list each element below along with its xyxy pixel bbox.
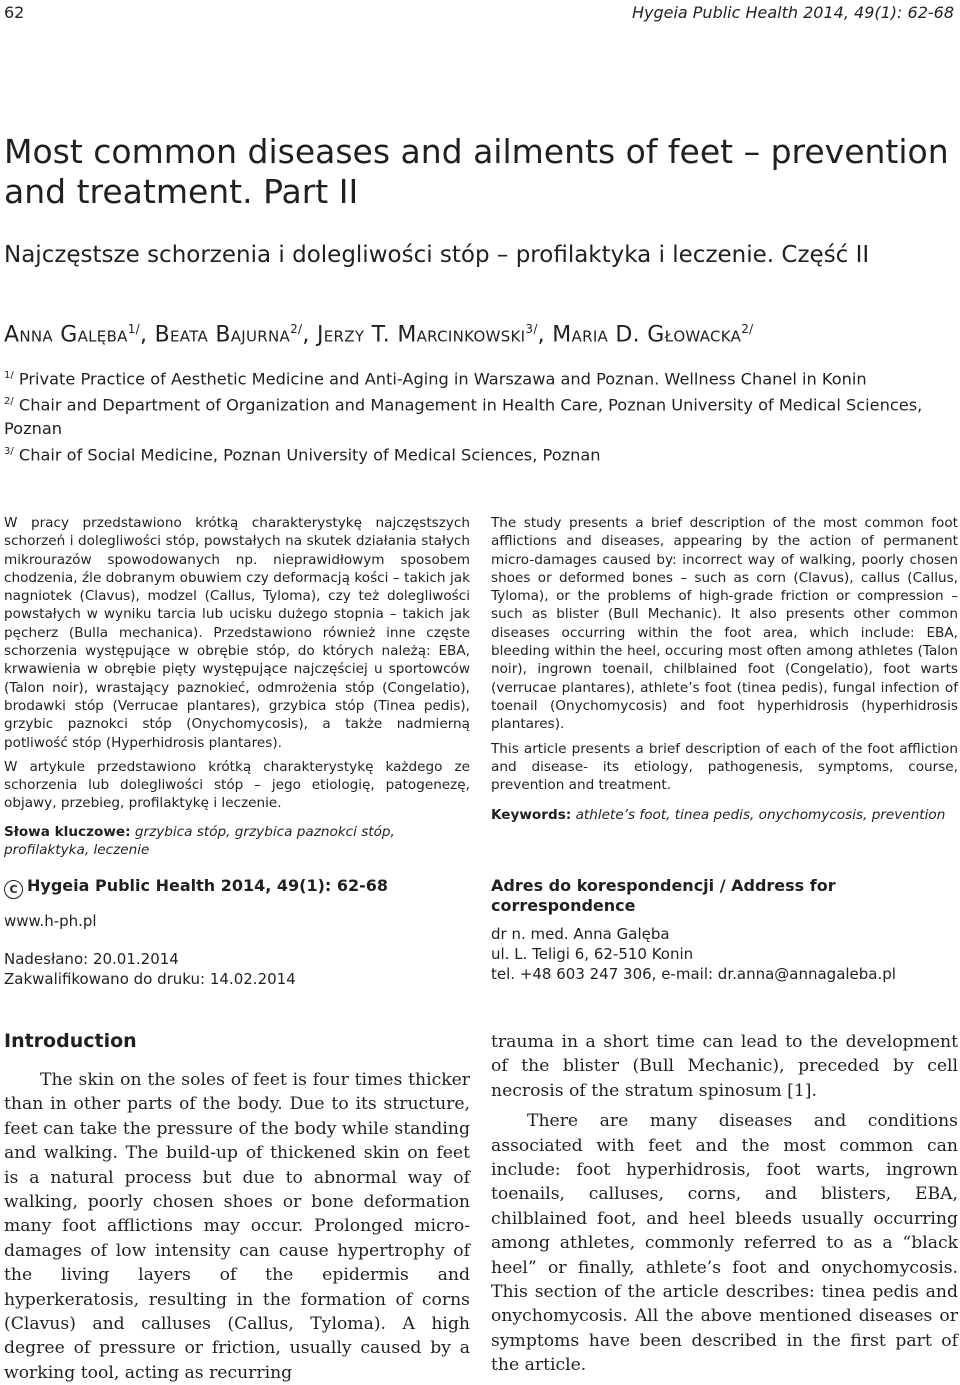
keywords-value: athlete’s foot, tinea pedis, onychomycosis, prevention: [575, 807, 946, 824]
article-title: Most common diseases and ailments of feet – prevention and treatment. Part II: [4, 132, 949, 211]
keywords-value: grzybica stóp, grzybica paznokci stóp, profilaktyka, leczenie: [4, 823, 395, 859]
abstract-polish: [4, 514, 470, 865]
section-heading: Introduction: [4, 1030, 137, 1052]
keywords-line: Keywords: athlete’s foot, tinea pedis, onychomycosis, prevention: [491, 807, 946, 824]
article-subtitle-polish: Najczęstsze schorzenia i dolegliwości stóp – profilaktyka i leczenie. Część II: [4, 242, 870, 268]
abstract-paragraph: The study presents a brief description of the most common foot afflictions and diseases, appearing by the action of permanent micro-damages caused by: incorrect way of walking, poorly chosen shoes or deformed bones – such as corn (Clavus), callus (Callus, Tyloma), or the problems of high-grade friction or compression – such as blister (Bull Mechanic). It also presents other common diseases occurring within the foot area, which include: EBA, bleeding within the heel, occuring most often among athletes (Talon noir), ingrown toenail, chilblained foot (Congelatio), foot warts (verrucae plantares), athlete’s foot (tinea pedis), fungal infection of toenail (Onychomycosis) and foot hyperhidrosis (hyperhidrosis plantares).: [491, 515, 958, 733]
received-date: Nadesłano: 20.01.2014: [4, 950, 179, 968]
keywords-line: Słowa kluczowe: grzybica stóp, grzybica paznokci stóp, profilaktyka, leczenie: [4, 823, 395, 859]
correspondence-address: ul. L. Teligi 6, 62-510 Konin: [491, 945, 694, 963]
author-affiliation-mark: 2/: [290, 322, 303, 336]
affiliation: [4, 390, 954, 439]
affiliation-text: Private Practice of Aesthetic Medicine and Anti-Aging in Warszawa and Poznan. Wellness Chanel in Konin: [18, 369, 867, 389]
accepted-date: Zakwalifikowano do druku: 14.02.2014: [4, 970, 296, 988]
affiliation: [4, 440, 954, 466]
correspondence-name: dr n. med. Anna Galęba: [491, 925, 670, 943]
author-name: Beata Bajurna: [154, 322, 291, 348]
author-name: Anna Galęba: [4, 322, 128, 348]
website-link[interactable]: www.h-ph.pl: [4, 912, 97, 930]
abstract-english: [491, 514, 958, 831]
abstract-paragraph: W artykule przedstawiono krótką charakterystykę każdego ze schorzenia lub dolegliwości stóp – jego etiologię, patogenezę, objawy, przebieg, profilaktykę i leczenie.: [4, 758, 470, 812]
correspondence-contact: tel. +48 603 247 306, e-mail: dr.anna@annagaleba.pl: [491, 965, 896, 983]
author-affiliation-mark: 2/: [741, 322, 754, 336]
body-paragraph: The skin on the soles of feet is four times thicker than in other parts of the body. Due to its structure, feet can take the pressure of the body while standing and walking. The build-up of thickened skin on feet is a natural process but due to abnormal way of walking, poorly chosen shoes or bone deformation many foot afflictions may occur. Prolonged micro-damages of low intensity can cause hypertrophy of the living layers of the epidermis and hyperkeratosis, resulting in the formation of corns (Clavus) and calluses (Callus, Tyloma). A high degree of pressure or friction, usually caused by a working tool, acting as recurring: [4, 1070, 470, 1383]
affiliation-mark: 2/: [4, 396, 14, 408]
author-name: Maria D. Głowacka: [552, 322, 742, 348]
affiliation: [4, 364, 954, 390]
abstract-paragraph: This article presents a brief description of each of the foot affliction and disease- its etiology, pathogenesis, symptoms, course, prevention and treatment.: [491, 740, 958, 794]
body-paragraph: trauma in a short time can lead to the development of the blister (Bull Mechanic), preceded by cell necrosis of the stratum spinosum [1].: [491, 1032, 958, 1101]
running-header: [0, 0, 960, 28]
publication-info: [4, 876, 474, 989]
affiliation-mark: 1/: [4, 370, 14, 381]
affiliation-text: Chair of Social Medicine, Poznan University of Medical Sciences, Poznan: [18, 445, 601, 465]
copyright-line: [4, 876, 474, 899]
author-name: Jerzy T. Marcinkowski: [316, 322, 526, 348]
author-affiliation-mark: 3/: [525, 322, 538, 336]
affiliation-mark: 3/: [4, 445, 14, 457]
body-column-left: [4, 1068, 470, 1385]
correspondence-block: [491, 876, 958, 984]
copyright-text: Hygeia Public Health 2014, 49(1): 62-68: [27, 876, 389, 895]
body-paragraph: There are many diseases and conditions associated with feet and the most common can include: foot hyperhidrosis, foot warts, ingrown toenails, calluses, corns, and blisters, EBA, chilblained foot, and heel bleeds usually occurring among athletes, commonly referred to as a “black heel” or finally, athlete’s foot and onychomycosis. This section of the article describes: tinea pedis and onychomycosis. All the above mentioned diseases or symptoms have been described in the first part of the article.: [491, 1111, 958, 1376]
keywords-label: Keywords: [491, 807, 566, 824]
page-number: 62: [4, 3, 25, 22]
abstract-paragraph: W pracy przedstawiono krótką charakterystykę najczęstszych schorzeń i dolegliwości stóp, powstałych na skutek działania stałych mikrourazów spowodowanych np. nieprawidłowym sposobem chodzenia, źle dobranym obuwiem czy deformacją kości – takich jak nagniotek (Clavus), modzel (Callus, Tyloma), czy też dolegliwości powstałych w wyniku tarcia lub ucisku dużego stopnia – takich jak pęcherz (Bulla mechanica). Przedstawiono również inne częste schorzenia występujące w obrębie stóp, do których należą: EBA, krwawienia w obrębie pięty występujące najczęściej u sportowców (Talon noir), wrastający paznokieć, odmrożenia stóp (Congelatio), brodawki stóp (Verrucae plantares), grzybica stóp (Tinea pedis), grzybic paznokci stóp (Onychomycosis), a także nadmierną potliwość stóp (Hyperhidrosis plantares).: [4, 515, 470, 751]
correspondence-heading: Adres do korespondencji / Address for correspondence: [491, 876, 836, 915]
affiliation-text: Chair and Department of Organization and Management in Health Care, Poznan University of Medical Sciences, Poznan: [4, 395, 923, 438]
copyright-icon: C: [4, 880, 23, 899]
journal-citation: Hygeia Public Health 2014, 49(1): 62-68: [631, 3, 954, 22]
affiliation-list: [4, 364, 954, 466]
keywords-label: Słowa kluczowe: [4, 823, 126, 840]
author-list: Anna Galęba$^{1/}$, Beata Bajurna$^{2/}$, Jerzy T. Marcinkowski$^{3/}$, Maria D. Głowacka$^{2/}$: [4, 322, 754, 348]
author-affiliation-mark: 1/: [127, 322, 141, 336]
body-column-right: [491, 1030, 958, 1378]
